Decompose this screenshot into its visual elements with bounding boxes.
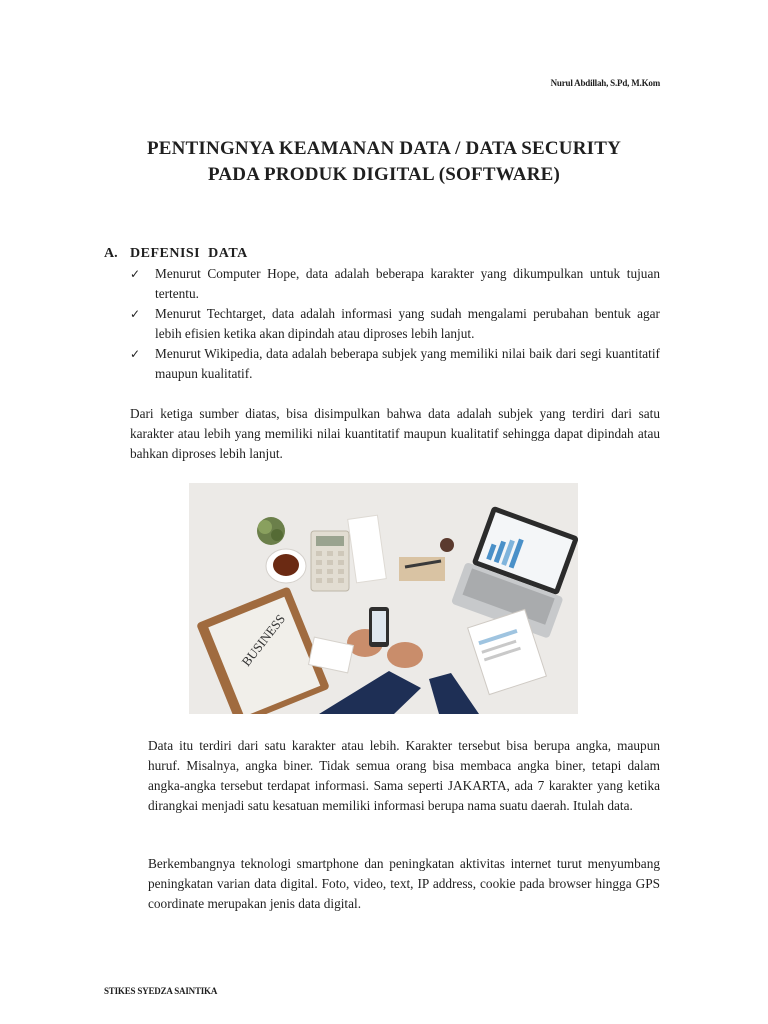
list-item-text: Menurut Computer Hope, data adalah beberapa karakter yang dikumpulkan untuk tujuan tertentu. xyxy=(155,266,660,301)
title-line-2: PADA PRODUK DIGITAL (SOFTWARE) xyxy=(207,164,561,185)
definition-list xyxy=(104,264,664,384)
desk-photo-illustration xyxy=(189,483,578,714)
paragraph-digital-data: Berkembangnya teknologi smartphone dan peningkatan aktivitas internet turut menyumbang peningkatan varian data digital. Foto, video, text, IP address, cookie pada browser hingga GPS coordinate merupakan jenis data digital. xyxy=(148,856,660,911)
list-item xyxy=(104,344,664,384)
paragraph-conclusion: Dari ketiga sumber diatas, bisa disimpulkan bahwa data adalah subjek yang terdiri dari satu karakter atau lebih yang memiliki nilai kuantitatif maupun kualitatif sehingga dapat dipindah atau bahkan diproses lebih lanjut. xyxy=(130,406,660,461)
paragraph-data-characters: Data itu terdiri dari satu karakter atau lebih. Karakter tersebut bisa berupa angka, maupun huruf. Misalnya, angka biner. Tidak semua orang bisa membaca angka biner, tetapi dalam angka-angka tersebut terdapat informasi. Sama seperti JAKARTA, ada 7 karakter yang ketika dirangkai menjadi satu kesatuan memiliki informasi berupa nama suatu daerah. Itulah data. xyxy=(148,738,660,813)
section-heading xyxy=(104,244,664,264)
list-item xyxy=(104,304,664,344)
desk-photo xyxy=(189,483,578,714)
checkmark-icon: ✓ xyxy=(130,307,141,321)
list-item xyxy=(104,264,664,304)
checkmark-icon: ✓ xyxy=(130,267,141,281)
section-heading-text: DEFENISI DATA xyxy=(130,246,248,261)
section-letter: A. xyxy=(104,246,118,261)
section-definition xyxy=(104,244,664,384)
list-item-text: Menurut Wikipedia, data adalah beberapa subjek yang memiliki nilai baik dari segi kuantitatif maupun kualitatif. xyxy=(155,346,660,381)
checkmark-icon: ✓ xyxy=(130,347,141,361)
newspaper-text: BUSINESS xyxy=(238,611,289,670)
list-item-text: Menurut Techtarget, data adalah informasi yang sudah mengalami perubahan bentuk agar lebih efisien ketika akan dipindah atau diproses lebih lanjut. xyxy=(155,306,660,341)
header-author: Nurul Abdillah, S.Pd, M.Kom xyxy=(550,78,660,88)
title-line-1: PENTINGNYA KEAMANAN DATA / DATA SECURITY xyxy=(146,138,622,159)
footer-institution: STIKES SYEDZA SAINTIKA xyxy=(104,986,218,996)
document-title xyxy=(0,136,768,188)
